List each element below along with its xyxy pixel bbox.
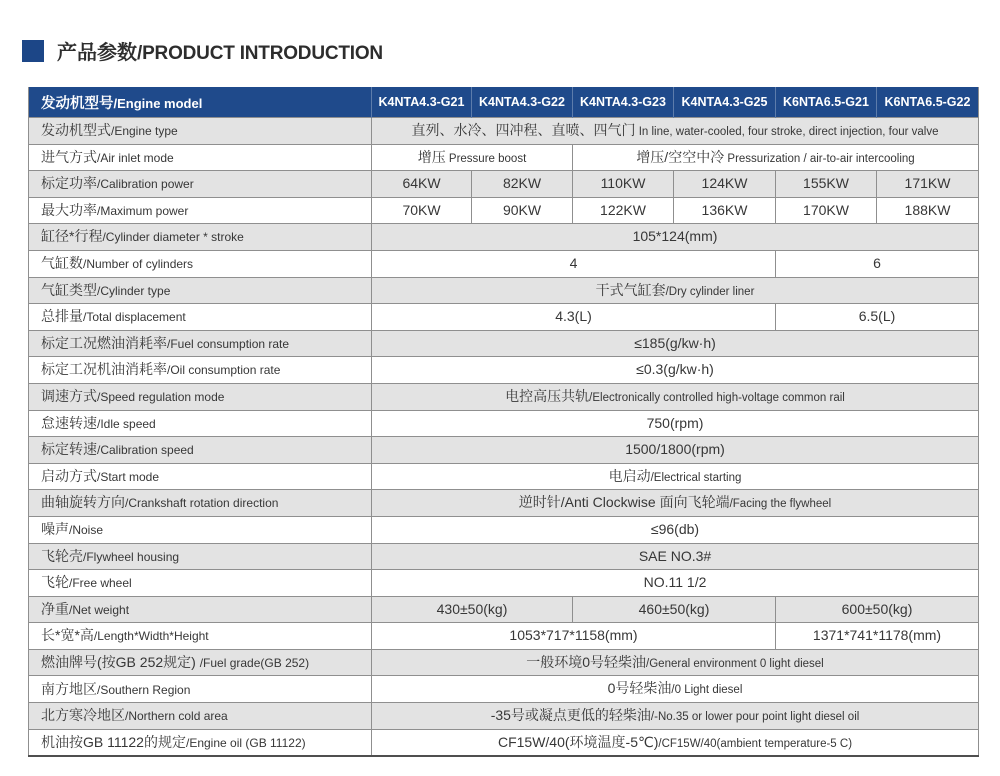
spec-cell [372, 490, 979, 517]
table-row [29, 383, 979, 410]
cell-value: 0号轻柴油 [607, 680, 672, 697]
spec-cell [372, 277, 979, 304]
title-accent-square-icon [22, 40, 44, 62]
row-label-en: /Free wheel [69, 576, 132, 591]
table-row [29, 250, 979, 277]
spec-cell [674, 171, 776, 198]
row-label-zh: 噪声 [41, 521, 69, 537]
cell-value-en: /Electrical starting [650, 471, 742, 484]
spec-cell [776, 171, 877, 198]
row-label-en: /Speed regulation mode [97, 390, 225, 405]
row-label [29, 649, 372, 676]
row-label-zh: 最大功率 [41, 201, 97, 218]
row-label-zh: 缸径*行程 [41, 228, 103, 245]
spec-cell [674, 197, 776, 224]
cell-value: NO.11 1/2 [643, 574, 707, 591]
row-label-en: /Northern cold area [125, 709, 228, 724]
row-label [29, 729, 372, 756]
cell-value: 一般环境0号轻柴油 [526, 653, 647, 670]
cell-value: ≤0.3(g/kw·h) [636, 361, 714, 378]
cell-value-en: /Electronically controlled high-voltage common rail [589, 391, 845, 404]
model-column-header: K4NTA4.3-G22 [472, 87, 573, 118]
row-label-en: /Crankshaft rotation direction [125, 496, 279, 511]
spec-cell [573, 144, 979, 171]
cell-value: 460±50(kg) [638, 600, 710, 617]
table-row [29, 703, 979, 730]
row-label [29, 516, 372, 543]
spec-cell [372, 330, 979, 357]
cell-value: 170KW [803, 201, 849, 218]
row-label-zh: 北方寒冷地区 [41, 707, 125, 724]
row-label-zh: 燃油牌号(按GB 252规定) [41, 653, 200, 670]
page-title-zh: 产品参数 [57, 42, 137, 64]
spec-cell [372, 224, 979, 251]
spec-cell [372, 304, 776, 331]
table-row [29, 516, 979, 543]
cell-value: 电启动 [608, 467, 651, 484]
table-row [29, 171, 979, 198]
header-label-zh: 发动机型号 [41, 95, 114, 112]
spec-cell [573, 596, 776, 623]
model-column-header: K4NTA4.3-G23 [573, 87, 674, 118]
cell-value: ≤185(g/kw·h) [634, 334, 716, 351]
cell-value: 增压/空空中冷 [636, 148, 725, 165]
table-row [29, 224, 979, 251]
row-label [29, 543, 372, 570]
row-label [29, 357, 372, 384]
spec-cell [372, 197, 472, 224]
row-label-zh: 总排量 [41, 308, 83, 325]
cell-value: 136KW [701, 201, 748, 218]
row-label-en: /Fuel grade(GB 252) [199, 655, 310, 670]
row-label-zh: 气缸类型 [41, 281, 97, 298]
row-label-zh: 标定功率 [41, 175, 97, 192]
cell-value: 124KW [701, 175, 748, 192]
row-label-en: /Engine type [111, 124, 178, 139]
row-label-en: /Number of cylinders [83, 257, 194, 272]
row-label-en: /Total displacement [83, 310, 186, 325]
table-row [29, 357, 979, 384]
spec-cell [372, 250, 776, 277]
cell-value: 6 [873, 255, 881, 272]
table-row [29, 118, 979, 145]
row-label [29, 304, 372, 331]
row-label [29, 703, 372, 730]
page-title-en: /PRODUCT INTRODUCTION [137, 43, 383, 64]
row-label-zh: 长*宽*高 [41, 627, 94, 644]
cell-value: 105*124(mm) [632, 228, 718, 245]
spec-table-body [29, 118, 979, 757]
row-label-en: /Air inlet mode [97, 150, 174, 165]
row-label-zh: 气缸数 [41, 255, 83, 272]
spec-cell [573, 171, 674, 198]
row-label-zh: 飞轮 [41, 574, 69, 591]
table-row [29, 304, 979, 331]
cell-value: 电控高压共轨 [505, 387, 590, 404]
model-column-header: K4NTA4.3-G25 [674, 87, 776, 118]
spec-cell [372, 703, 979, 730]
cell-value: 600±50(kg) [841, 600, 913, 617]
table-row [29, 570, 979, 597]
table-row [29, 410, 979, 437]
table-row [29, 543, 979, 570]
spec-cell [372, 383, 979, 410]
row-label-zh: 怠速转速 [41, 414, 97, 431]
row-label [29, 676, 372, 703]
cell-value-en: /General environment 0 light diesel [646, 657, 824, 670]
row-label [29, 277, 372, 304]
cell-value-en: /Dry cylinder liner [665, 285, 755, 298]
spec-cell [776, 596, 979, 623]
row-label-en: /Idle speed [97, 416, 156, 431]
cell-value: 1053*717*1158(mm) [509, 627, 638, 644]
row-label [29, 171, 372, 198]
row-label-en: /Flywheel housing [83, 549, 180, 564]
row-label [29, 463, 372, 490]
cell-value: 188KW [904, 201, 951, 218]
row-label-en: /Cylinder type [97, 283, 171, 298]
row-label-en: /Fuel consumption rate [167, 336, 290, 351]
spec-cell [877, 197, 979, 224]
table-row [29, 676, 979, 703]
spec-cell [372, 118, 979, 145]
header-engine-model [29, 87, 372, 118]
spec-cell [372, 729, 979, 756]
row-label [29, 250, 372, 277]
row-label [29, 224, 372, 251]
cell-value-en: Pressurization / air-to-air intercooling [724, 152, 915, 165]
cell-value: 171KW [904, 175, 951, 192]
row-label [29, 490, 372, 517]
spec-cell [372, 676, 979, 703]
spec-cell [776, 304, 979, 331]
table-row [29, 623, 979, 650]
row-label-en: /Length*Width*Height [93, 629, 209, 644]
spec-cell [372, 649, 979, 676]
cell-value: 4 [569, 255, 578, 272]
row-label-en: /Net weight [69, 602, 130, 617]
row-label-zh: 启动方式 [41, 467, 97, 484]
cell-value: SAE NO.3# [638, 547, 712, 564]
page-title [57, 36, 383, 65]
spec-cell [372, 410, 979, 437]
model-column-header: K6NTA6.5-G21 [776, 87, 877, 118]
spec-cell [877, 171, 979, 198]
cell-value: 122KW [600, 201, 646, 218]
table-row [29, 277, 979, 304]
spec-cell [372, 357, 979, 384]
row-label-zh: 进气方式 [41, 148, 97, 165]
spec-cell [372, 437, 979, 464]
cell-value-en: /0 Light diesel [671, 684, 743, 697]
spec-cell [776, 623, 979, 650]
spec-cell [372, 144, 573, 171]
table-row [29, 144, 979, 171]
cell-value: 逆时针/Anti Clockwise 面向飞轮端 [518, 494, 730, 511]
row-label-en: /Cylinder diameter * stroke [102, 230, 244, 245]
row-label-zh: 标定工况机油消耗率 [41, 361, 167, 378]
spec-cell [372, 516, 979, 543]
row-label-zh: 调速方式 [41, 388, 97, 405]
spec-cell [776, 250, 979, 277]
row-label [29, 197, 372, 224]
cell-value: 64KW [402, 175, 441, 192]
row-label-zh: 净重 [41, 600, 69, 617]
cell-value: 6.5(L) [858, 308, 896, 325]
row-label-en: /Southern Region [97, 682, 191, 697]
row-label [29, 623, 372, 650]
row-label [29, 570, 372, 597]
spec-cell [776, 197, 877, 224]
header-label-en: /Engine model [113, 95, 203, 111]
row-label-en: /Engine oil (GB 11122) [185, 735, 306, 750]
spec-table [28, 87, 979, 757]
row-label-en: /Calibration power [97, 177, 194, 192]
row-label-zh: 发动机型式 [41, 122, 111, 139]
row-label [29, 437, 372, 464]
row-label [29, 330, 372, 357]
row-label-zh: 机油按GB 11122的规定 [41, 733, 186, 750]
row-label [29, 596, 372, 623]
spec-cell [472, 171, 573, 198]
row-label [29, 383, 372, 410]
table-row [29, 197, 979, 224]
cell-value-en: /-No.35 or lower pour point light diesel oil [650, 711, 860, 724]
cell-value: 1500/1800(rpm) [625, 441, 725, 458]
model-column-header: K4NTA4.3-G21 [372, 87, 472, 118]
spec-cell [472, 197, 573, 224]
row-label-en: /Oil consumption rate [167, 363, 281, 378]
cell-value: 直列、水冷、四冲程、直喷、四气门 [411, 121, 636, 138]
row-label [29, 118, 372, 145]
spec-cell [573, 197, 674, 224]
cell-value: 4.3(L) [555, 308, 592, 325]
table-row [29, 729, 979, 756]
cell-value: 110KW [600, 175, 646, 192]
model-column-header: K6NTA6.5-G22 [877, 87, 979, 118]
spec-cell [372, 623, 776, 650]
row-label-zh: 南方地区 [41, 680, 97, 697]
table-row [29, 490, 979, 517]
cell-value-en: In line, water-cooled, four stroke, direct injection, four valve [635, 125, 939, 138]
cell-value: 90KW [502, 201, 542, 218]
spec-cell [372, 543, 979, 570]
cell-value-en: /CF15W/40(ambient temperature-5 C) [658, 737, 853, 750]
table-row [29, 463, 979, 490]
cell-value: 1371*741*1178(mm) [812, 627, 942, 644]
section-title [22, 36, 383, 65]
row-label-zh: 标定转速 [41, 441, 97, 458]
table-row [29, 649, 979, 676]
header-row [29, 87, 979, 118]
cell-value: 430±50(kg) [436, 600, 508, 617]
cell-value-en: /Facing the flywheel [729, 498, 832, 511]
spec-cell [372, 463, 979, 490]
spec-cell [372, 596, 573, 623]
row-label-zh: 标定工况燃油消耗率 [41, 334, 167, 351]
cell-value: 干式气缸套 [595, 281, 666, 298]
row-label-en: /Calibration speed [97, 443, 194, 458]
cell-value: -35号或凝点更低的轻柴油 [490, 707, 651, 724]
cell-value: 155KW [803, 175, 849, 192]
row-label [29, 144, 372, 171]
row-label-zh: 飞轮壳 [41, 547, 83, 564]
row-label-en: /Noise [69, 523, 104, 537]
table-row [29, 596, 979, 623]
cell-value: 82KW [502, 175, 542, 192]
row-label-en: /Start mode [97, 469, 160, 484]
cell-value: 增压 [417, 148, 446, 165]
table-row [29, 330, 979, 357]
cell-value-en: Pressure boost [445, 152, 527, 165]
cell-value: ≤96(db) [650, 521, 700, 537]
cell-value: 750(rpm) [646, 414, 704, 431]
row-label-en: /Maximum power [97, 203, 189, 218]
row-label-zh: 曲轴旋转方向 [41, 494, 125, 511]
spec-cell [372, 171, 472, 198]
spec-cell [372, 570, 979, 597]
cell-value: 70KW [402, 201, 441, 218]
cell-value: CF15W/40(环境温度-5℃) [497, 733, 659, 750]
table-row [29, 437, 979, 464]
row-label [29, 410, 372, 437]
